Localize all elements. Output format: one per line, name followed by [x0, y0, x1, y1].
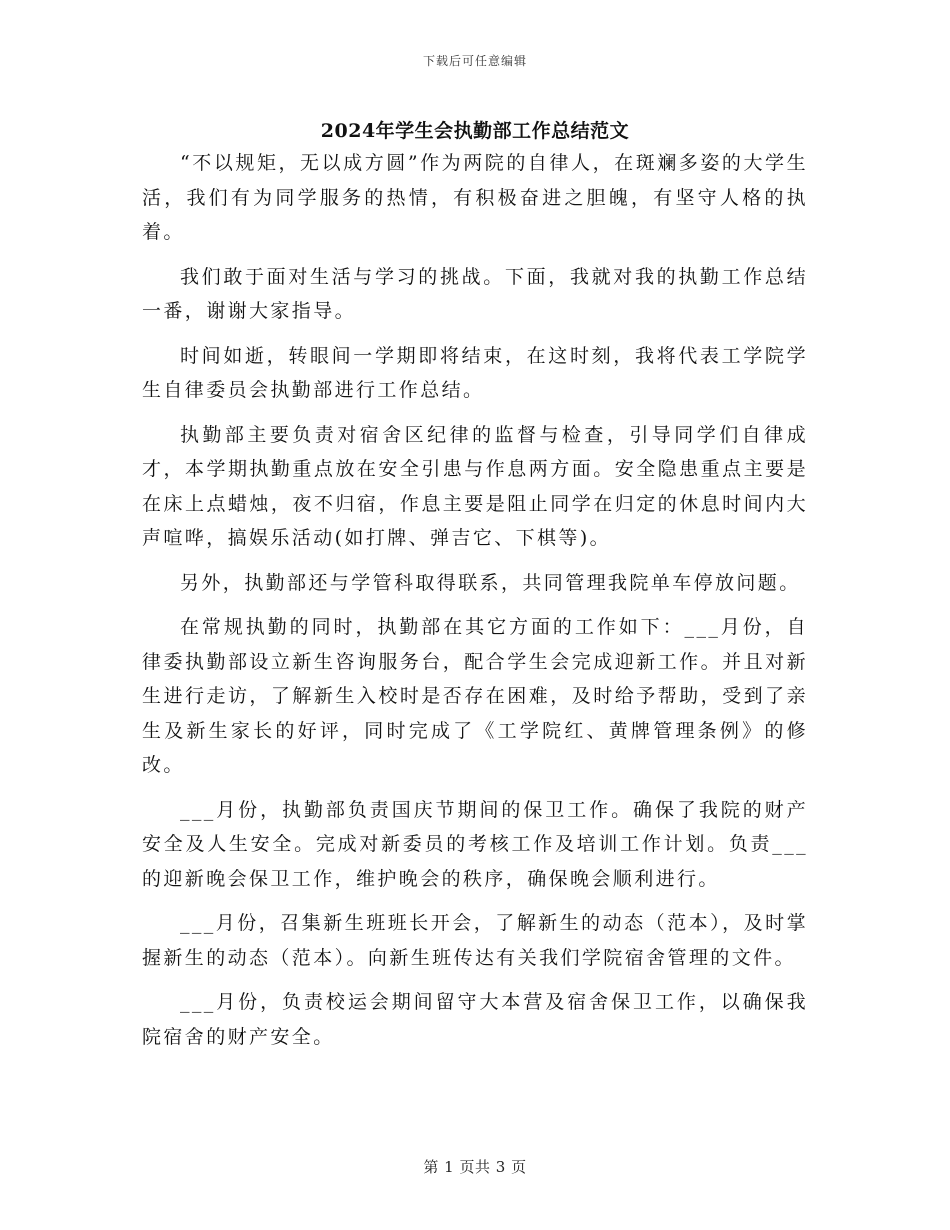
- page-number: 第 1 页共 3 页: [423, 1158, 527, 1176]
- download-note: 下载后可任意编辑: [422, 54, 527, 68]
- paragraph-bicycle: 另外，执勤部还与学管科取得联系，共同管理我院单车停放问题。: [180, 571, 801, 594]
- paragraph-national-day: ___月份，执勤部负责国庆节期间的保卫工作。确保了我院的财产安全及人生安全。完成对新委员的考核工作及培训工作计划。负责___的迎新晚会保卫工作，维护晚会的秩序，确保晚会顺利进行。: [142, 798, 808, 890]
- paragraph-time: 时间如逝，转眼间一学期即将结束，在这时刻，我将代表工学院学生自律委员会执勤部进行工作总结。: [142, 344, 808, 401]
- paragraph-class-meeting: ___月份，召集新生班班长开会，了解新生的动态（范本），及时掌握新生的动态（范本）。向新生班传达有关我们学院宿舍管理的文件。: [142, 912, 808, 969]
- paragraph-duties: 执勤部主要负责对宿舍区纪律的监督与检查，引导同学们自律成才，本学期执勤重点放在安全引患与作息两方面。安全隐患重点主要是在床上点蜡烛，夜不归宿，作息主要是阻止同学在归定的休息时间内大声喧哗，搞娱乐活动(如打牌、弹吉它、下棋等)。: [142, 423, 808, 549]
- document-body: [142, 146, 808, 1054]
- document-title: 2024年学生会执勤部工作总结范文: [320, 120, 630, 142]
- paragraph-intro: “不以规矩，无以成方圆”作为两院的自律人，在斑斓多姿的大学生活，我们有为同学服务的热情，有积极奋进之胆魄，有坚守人格的执着。: [142, 152, 808, 243]
- paragraph-sports-meet: ___月份，负责校运会期间留守大本营及宿舍保卫工作，以确保我院宿舍的财产安全。: [142, 991, 808, 1048]
- paragraph-challenge: 我们敢于面对生活与学习的挑战。下面，我就对我的执勤工作总结一番，谢谢大家指导。: [142, 265, 808, 322]
- paragraph-other-work: 在常规执勤的同时，执勤部在其它方面的工作如下：___月份，自律委执勤部设立新生咨询服务台，配合学生会完成迎新工作。并且对新生进行走访，了解新生入校时是否存在困难，及时给予帮助，受到了亲生及新生家长的好评，同时完成了《工学院红、黄牌管理条例》的修改。: [142, 616, 808, 776]
